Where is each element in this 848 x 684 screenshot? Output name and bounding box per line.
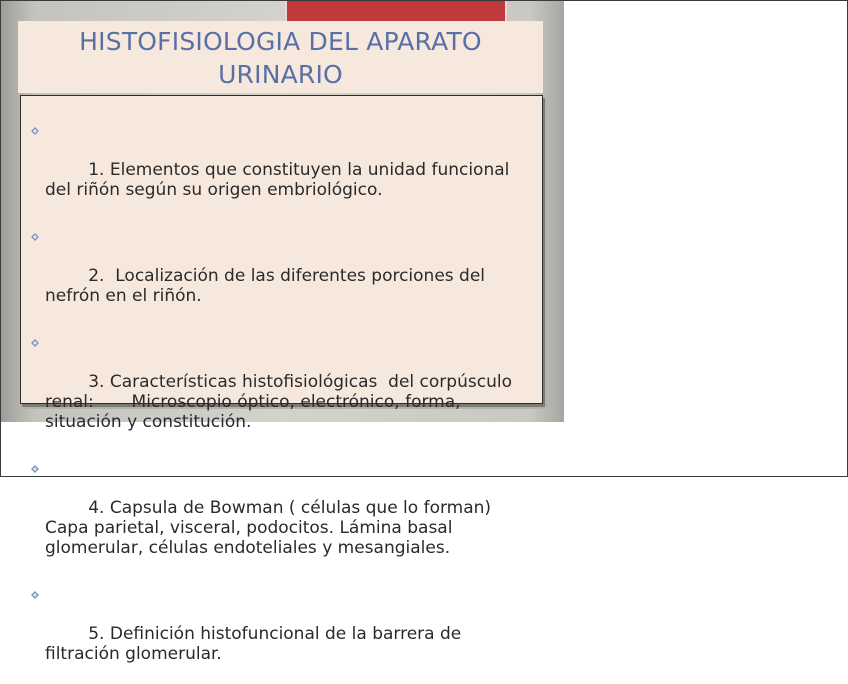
bullet-item-text: 5. Definición histofuncional de la barrera de filtración glomerular.	[45, 624, 467, 664]
bullet-item-2	[31, 226, 538, 326]
slide-title	[18, 25, 543, 91]
diamond-bullet-icon	[31, 591, 39, 599]
diamond-bullet-icon	[31, 127, 39, 135]
slide-title-line-2: URINARIO	[218, 60, 343, 89]
top-accent-bar	[287, 1, 505, 21]
bullet-item-5	[31, 584, 538, 684]
presentation-slide	[1, 1, 564, 664]
diamond-bullet-icon	[31, 339, 39, 347]
bullet-item-4	[31, 458, 538, 578]
accent-edge-right	[505, 1, 507, 21]
title-band	[18, 21, 543, 93]
diamond-bullet-icon	[31, 465, 39, 473]
bullet-item-3	[31, 332, 538, 452]
content-panel	[20, 95, 543, 664]
bullet-item-text: 1. Elementos que constituyen la unidad funcional del riñón según su origen embriológico.	[45, 160, 515, 200]
bullet-item-text: 3. Características histofisiológicas del corpúsculo renal: Microscopio óptico, electrónico, forma, situación y constitución.	[45, 372, 518, 432]
bullet-item-text: 4. Capsula de Bowman ( células que lo forman) Capa parietal, visceral, podocitos. Lámina basal glomerular, células endoteliales y mesangiales.	[45, 498, 497, 558]
diamond-bullet-icon	[31, 233, 39, 241]
bullet-list	[21, 96, 542, 684]
bullet-item-1	[31, 120, 538, 220]
bullet-item-text: 2. Localización de las diferentes porciones del nefrón en el riñón.	[45, 266, 491, 306]
slide-title-line-1: HISTOFISIOLOGIA DEL APARATO	[79, 27, 482, 56]
